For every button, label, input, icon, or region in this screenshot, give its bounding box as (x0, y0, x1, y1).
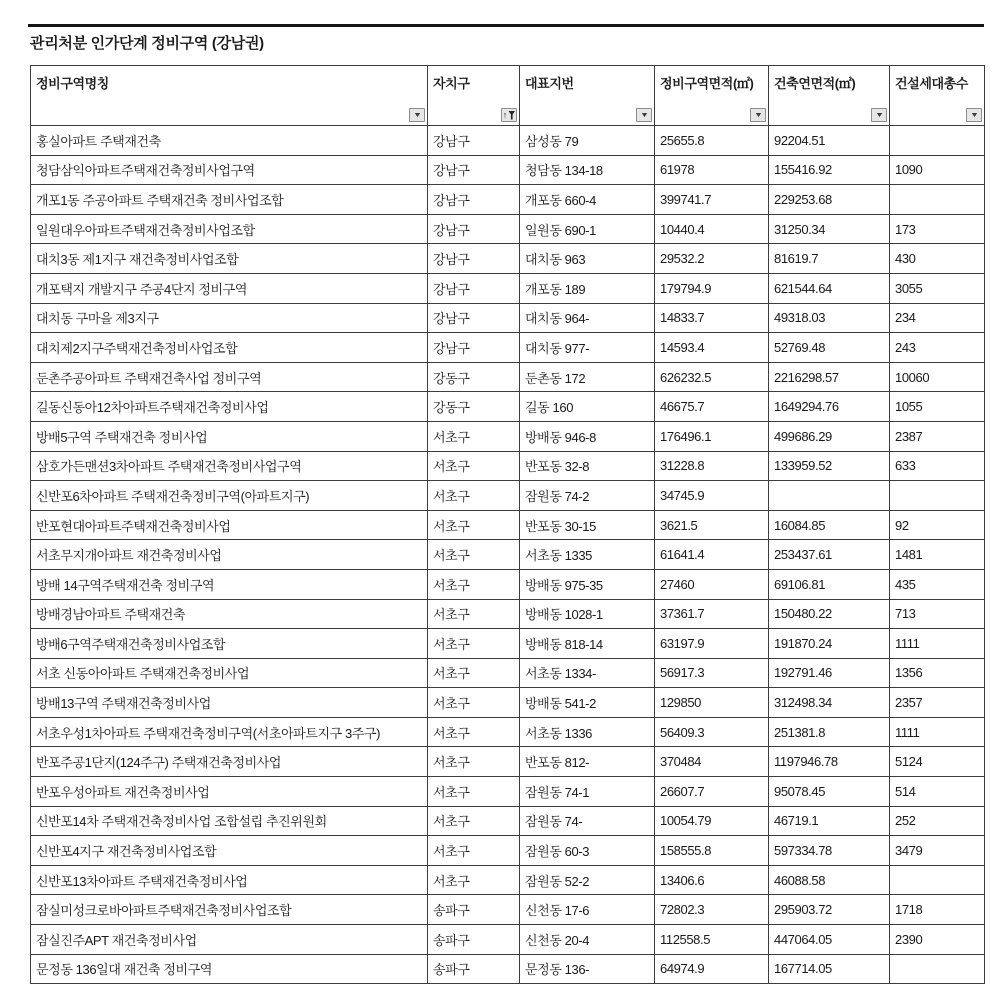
cell-district-name[interactable]: 청담삼익아파트주택재건축정비사업구역 (31, 155, 428, 185)
cell-zone-area[interactable]: 56409.3 (655, 717, 769, 747)
cell-gross-floor-area[interactable]: 312498.34 (769, 688, 890, 718)
cell-lot-number[interactable]: 잠원동 52-2 (520, 865, 655, 895)
cell-zone-area[interactable]: 63197.9 (655, 629, 769, 659)
cell-borough[interactable]: 강남구 (428, 214, 520, 244)
cell-gross-floor-area[interactable]: 499686.29 (769, 421, 890, 451)
table-row (31, 244, 985, 274)
table-row (31, 303, 985, 333)
cell-zone-area[interactable]: 129850 (655, 688, 769, 718)
autofilter-dropdown-button[interactable] (966, 108, 982, 122)
table-row (31, 333, 985, 363)
cell-total-households[interactable] (890, 126, 985, 156)
col-header-label: 대표지번 (525, 76, 574, 91)
cell-district-name[interactable]: 방배경남아파트 주택재건축 (31, 599, 428, 629)
cell-lot-number[interactable]: 대치동 963 (520, 244, 655, 274)
cell-lot-number[interactable]: 삼성동 79 (520, 126, 655, 156)
cell-gross-floor-area[interactable]: 155416.92 (769, 155, 890, 185)
cell-total-households[interactable]: 234 (890, 303, 985, 333)
cell-gross-floor-area[interactable]: 31250.34 (769, 214, 890, 244)
col-header-label: 정비구역명칭 (36, 76, 109, 91)
table-row (31, 126, 985, 156)
table-row (31, 806, 985, 836)
cell-zone-area[interactable]: 31228.8 (655, 451, 769, 481)
cell-district-name[interactable]: 개포택지 개발지구 주공4단지 정비구역 (31, 273, 428, 303)
cell-total-households[interactable] (890, 954, 985, 984)
cell-total-households[interactable]: 633 (890, 451, 985, 481)
cell-lot-number[interactable]: 일원동 690-1 (520, 214, 655, 244)
cell-district-name[interactable]: 신반포14차 주택재건축정비사업 조합설립 추진위원회 (31, 806, 428, 836)
cell-total-households[interactable]: 92 (890, 510, 985, 540)
cell-district-name[interactable]: 신반포13차아파트 주택재건축정비사업 (31, 865, 428, 895)
cell-borough[interactable]: 서초구 (428, 806, 520, 836)
cell-borough[interactable]: 서초구 (428, 688, 520, 718)
cell-borough[interactable]: 서초구 (428, 836, 520, 866)
cell-zone-area[interactable]: 14833.7 (655, 303, 769, 333)
cell-zone-area[interactable]: 179794.9 (655, 273, 769, 303)
cell-total-households[interactable]: 173 (890, 214, 985, 244)
cell-total-households[interactable]: 2357 (890, 688, 985, 718)
cell-borough[interactable]: 서초구 (428, 629, 520, 659)
cell-total-households[interactable]: 5124 (890, 747, 985, 777)
cell-gross-floor-area[interactable]: 191870.24 (769, 629, 890, 659)
cell-total-households[interactable]: 3055 (890, 273, 985, 303)
autofilter-dropdown-button[interactable] (409, 108, 425, 122)
cell-lot-number[interactable]: 서초동 1334- (520, 658, 655, 688)
cell-gross-floor-area[interactable]: 295903.72 (769, 895, 890, 925)
cell-borough[interactable]: 서초구 (428, 599, 520, 629)
table-row (31, 599, 985, 629)
table-row (31, 273, 985, 303)
cell-zone-area[interactable]: 25655.8 (655, 126, 769, 156)
cell-borough[interactable]: 송파구 (428, 925, 520, 955)
cell-gross-floor-area[interactable]: 46719.1 (769, 806, 890, 836)
table-row (31, 895, 985, 925)
cell-borough[interactable]: 서초구 (428, 658, 520, 688)
cell-zone-area[interactable]: 27460 (655, 569, 769, 599)
cell-district-name[interactable]: 대치동 구마을 제3지구 (31, 303, 428, 333)
cell-total-households[interactable]: 430 (890, 244, 985, 274)
cell-district-name[interactable]: 신반포6차아파트 주택재건축정비구역(아파트지구) (31, 481, 428, 511)
cell-lot-number[interactable]: 잠원동 74-2 (520, 481, 655, 511)
cell-borough[interactable]: 서초구 (428, 569, 520, 599)
cell-borough[interactable]: 서초구 (428, 717, 520, 747)
filter-funnel-icon (508, 111, 515, 120)
col-header-label: 건설세대총수 (895, 76, 968, 91)
cell-district-name[interactable]: 신반포4지구 재건축정비사업조합 (31, 836, 428, 866)
cell-district-name[interactable]: 개포1동 주공아파트 주택재건축 정비사업조합 (31, 185, 428, 215)
cell-district-name[interactable]: 삼호가든맨션3차아파트 주택재건축정비사업구역 (31, 451, 428, 481)
cell-total-households[interactable]: 243 (890, 333, 985, 363)
cell-zone-area[interactable]: 29532.2 (655, 244, 769, 274)
cell-district-name[interactable]: 서초 신동아아파트 주택재건축정비사업 (31, 658, 428, 688)
cell-lot-number[interactable]: 문정동 136- (520, 954, 655, 984)
table-row (31, 954, 985, 984)
cell-borough[interactable]: 강남구 (428, 303, 520, 333)
cell-zone-area[interactable]: 626232.5 (655, 362, 769, 392)
cell-zone-area[interactable]: 34745.9 (655, 481, 769, 511)
cell-total-households[interactable]: 2387 (890, 421, 985, 451)
cell-zone-area[interactable]: 10440.4 (655, 214, 769, 244)
cell-total-households[interactable]: 713 (890, 599, 985, 629)
cell-lot-number[interactable]: 서초동 1335 (520, 540, 655, 570)
col-header-district-name (31, 66, 428, 126)
table-row (31, 688, 985, 718)
table-row (31, 481, 985, 511)
col-header-gross-floor-area (769, 66, 890, 126)
cell-lot-number[interactable]: 방배동 818-14 (520, 629, 655, 659)
cell-lot-number[interactable]: 방배동 541-2 (520, 688, 655, 718)
col-header-label: 건축연면적(㎡) (774, 76, 856, 91)
cell-gross-floor-area[interactable]: 16084.85 (769, 510, 890, 540)
cell-lot-number[interactable]: 잠원동 60-3 (520, 836, 655, 866)
col-header-label: 정비구역면적(㎡) (660, 76, 754, 91)
cell-district-name[interactable]: 반포우성아파트 재건축정비사업 (31, 777, 428, 807)
cell-gross-floor-area[interactable]: 81619.7 (769, 244, 890, 274)
cell-gross-floor-area[interactable]: 447064.05 (769, 925, 890, 955)
cell-lot-number[interactable]: 서초동 1336 (520, 717, 655, 747)
cell-lot-number[interactable]: 대치동 977- (520, 333, 655, 363)
cell-gross-floor-area[interactable]: 167714.05 (769, 954, 890, 984)
chevron-down-icon: ▼ (874, 111, 884, 119)
cell-total-households[interactable]: 435 (890, 569, 985, 599)
cell-gross-floor-area[interactable]: 150480.22 (769, 599, 890, 629)
cell-zone-area[interactable]: 158555.8 (655, 836, 769, 866)
table-row (31, 362, 985, 392)
table-row (31, 421, 985, 451)
cell-total-households[interactable]: 1481 (890, 540, 985, 570)
cell-total-households[interactable]: 3479 (890, 836, 985, 866)
cell-total-households[interactable]: 1055 (890, 392, 985, 422)
table-row (31, 214, 985, 244)
cell-district-name[interactable]: 대치제2지구주택재건축정비사업조합 (31, 333, 428, 363)
cell-lot-number[interactable]: 방배동 975-35 (520, 569, 655, 599)
cell-zone-area[interactable]: 13406.6 (655, 865, 769, 895)
cell-lot-number[interactable]: 잠원동 74- (520, 806, 655, 836)
autofilter-sorted-filter-button[interactable] (501, 108, 517, 122)
cell-lot-number[interactable]: 대치동 964- (520, 303, 655, 333)
autofilter-dropdown-button[interactable] (750, 108, 766, 122)
table-row (31, 540, 985, 570)
cell-gross-floor-area[interactable]: 69106.81 (769, 569, 890, 599)
cell-lot-number[interactable]: 방배동 946-8 (520, 421, 655, 451)
title-top-rule (28, 24, 984, 27)
cell-lot-number[interactable]: 반포동 30-15 (520, 510, 655, 540)
cell-gross-floor-area[interactable]: 92204.51 (769, 126, 890, 156)
cell-gross-floor-area[interactable]: 597334.78 (769, 836, 890, 866)
cell-gross-floor-area[interactable]: 46088.58 (769, 865, 890, 895)
chevron-down-icon: ▼ (639, 111, 649, 119)
cell-district-name[interactable]: 잠실미성크로바아파트주택재건축정비사업조합 (31, 895, 428, 925)
cell-lot-number[interactable]: 개포동 189 (520, 273, 655, 303)
cell-zone-area[interactable]: 10054.79 (655, 806, 769, 836)
cell-gross-floor-area[interactable]: 192791.46 (769, 658, 890, 688)
chevron-down-icon: ▼ (412, 111, 422, 119)
cell-district-name[interactable]: 방배 14구역주택재건축 정비구역 (31, 569, 428, 599)
table-body (31, 126, 985, 984)
cell-total-households[interactable]: 1111 (890, 629, 985, 659)
cell-total-households[interactable]: 1090 (890, 155, 985, 185)
cell-district-name[interactable]: 길동신동아12차아파트주택재건축정비사업 (31, 392, 428, 422)
cell-lot-number[interactable]: 신천동 17-6 (520, 895, 655, 925)
cell-borough[interactable]: 강남구 (428, 155, 520, 185)
cell-zone-area[interactable]: 399741.7 (655, 185, 769, 215)
cell-lot-number[interactable]: 청담동 134-18 (520, 155, 655, 185)
cell-gross-floor-area[interactable]: 1197946.78 (769, 747, 890, 777)
cell-gross-floor-area[interactable]: 95078.45 (769, 777, 890, 807)
cell-borough[interactable]: 서초구 (428, 421, 520, 451)
chevron-down-icon: ▼ (969, 111, 979, 119)
cell-borough[interactable]: 강남구 (428, 244, 520, 274)
cell-zone-area[interactable]: 61641.4 (655, 540, 769, 570)
cell-zone-area[interactable]: 370484 (655, 747, 769, 777)
cell-borough[interactable]: 서초구 (428, 481, 520, 511)
cell-gross-floor-area[interactable]: 621544.64 (769, 273, 890, 303)
cell-total-households[interactable]: 10060 (890, 362, 985, 392)
cell-total-households[interactable] (890, 185, 985, 215)
cell-district-name[interactable]: 서초우성1차아파트 주택재건축정비구역(서초아파트지구 3주구) (31, 717, 428, 747)
cell-total-households[interactable]: 2390 (890, 925, 985, 955)
cell-lot-number[interactable]: 길동 160 (520, 392, 655, 422)
cell-lot-number[interactable]: 둔촌동 172 (520, 362, 655, 392)
col-header-total-households (890, 66, 985, 126)
cell-zone-area[interactable]: 176496.1 (655, 421, 769, 451)
cell-gross-floor-area[interactable]: 253437.61 (769, 540, 890, 570)
table-row (31, 155, 985, 185)
table-row (31, 747, 985, 777)
cell-lot-number[interactable]: 반포동 32-8 (520, 451, 655, 481)
cell-lot-number[interactable]: 개포동 660-4 (520, 185, 655, 215)
cell-gross-floor-area[interactable]: 229253.68 (769, 185, 890, 215)
cell-zone-area[interactable]: 56917.3 (655, 658, 769, 688)
cell-district-name[interactable]: 문정동 136일대 재건축 정비구역 (31, 954, 428, 984)
cell-lot-number[interactable]: 반포동 812- (520, 747, 655, 777)
cell-borough[interactable]: 송파구 (428, 895, 520, 925)
cell-gross-floor-area[interactable]: 251381.8 (769, 717, 890, 747)
col-header-zone-area (655, 66, 769, 126)
cell-zone-area[interactable]: 46675.7 (655, 392, 769, 422)
cell-total-households[interactable]: 1356 (890, 658, 985, 688)
cell-gross-floor-area[interactable]: 52769.48 (769, 333, 890, 363)
cell-zone-area[interactable]: 72802.3 (655, 895, 769, 925)
table-row (31, 925, 985, 955)
cell-gross-floor-area[interactable] (769, 481, 890, 511)
cell-borough[interactable]: 강동구 (428, 392, 520, 422)
table-row (31, 629, 985, 659)
rebuild-districts-table (30, 65, 985, 984)
cell-borough[interactable]: 강남구 (428, 185, 520, 215)
cell-borough[interactable]: 서초구 (428, 777, 520, 807)
table-row (31, 510, 985, 540)
table-row (31, 717, 985, 747)
table-row (31, 865, 985, 895)
cell-district-name[interactable]: 반포주공1단지(124주구) 주택재건축정비사업 (31, 747, 428, 777)
cell-gross-floor-area[interactable]: 2216298.57 (769, 362, 890, 392)
cell-borough[interactable]: 강남구 (428, 333, 520, 363)
cell-zone-area[interactable]: 26607.7 (655, 777, 769, 807)
table-header-row (31, 66, 985, 126)
sort-ascending-icon: ↑ (502, 109, 508, 120)
chevron-down-icon: ▼ (753, 111, 763, 119)
table-row (31, 569, 985, 599)
cell-borough[interactable]: 서초구 (428, 747, 520, 777)
cell-gross-floor-area[interactable]: 1649294.76 (769, 392, 890, 422)
cell-district-name[interactable]: 대치3동 제1지구 재건축정비사업조합 (31, 244, 428, 274)
col-header-borough (428, 66, 520, 126)
cell-total-households[interactable]: 252 (890, 806, 985, 836)
autofilter-dropdown-button[interactable] (636, 108, 652, 122)
cell-borough[interactable]: 강남구 (428, 273, 520, 303)
cell-zone-area[interactable]: 37361.7 (655, 599, 769, 629)
col-header-lot-number (520, 66, 655, 126)
cell-borough[interactable]: 송파구 (428, 954, 520, 984)
page-title: 관리처분 인가단계 정비구역 (강남권) (30, 35, 264, 52)
cell-borough[interactable]: 강동구 (428, 362, 520, 392)
table-row (31, 392, 985, 422)
cell-district-name[interactable]: 방배13구역 주택재건축정비사업 (31, 688, 428, 718)
cell-total-households[interactable] (890, 865, 985, 895)
autofilter-dropdown-button[interactable] (871, 108, 887, 122)
cell-zone-area[interactable]: 64974.9 (655, 954, 769, 984)
table-row (31, 185, 985, 215)
cell-district-name[interactable]: 둔촌주공아파트 주택재건축사업 정비구역 (31, 362, 428, 392)
cell-district-name[interactable]: 일원대우아파트주택재건축정비사업조합 (31, 214, 428, 244)
cell-zone-area[interactable]: 112558.5 (655, 925, 769, 955)
cell-borough[interactable]: 강남구 (428, 126, 520, 156)
cell-lot-number[interactable]: 신천동 20-4 (520, 925, 655, 955)
col-header-label: 자치구 (433, 76, 470, 91)
cell-zone-area[interactable]: 61978 (655, 155, 769, 185)
cell-gross-floor-area[interactable]: 133959.52 (769, 451, 890, 481)
cell-lot-number[interactable]: 잠원동 74-1 (520, 777, 655, 807)
cell-district-name[interactable]: 반포현대아파트주택재건축정비사업 (31, 510, 428, 540)
cell-lot-number[interactable]: 방배동 1028-1 (520, 599, 655, 629)
cell-total-households[interactable]: 1111 (890, 717, 985, 747)
cell-district-name[interactable]: 홍실아파트 주택재건축 (31, 126, 428, 156)
cell-borough[interactable]: 서초구 (428, 510, 520, 540)
table-row (31, 658, 985, 688)
table-row (31, 451, 985, 481)
cell-gross-floor-area[interactable]: 49318.03 (769, 303, 890, 333)
cell-total-households[interactable] (890, 481, 985, 511)
cell-district-name[interactable]: 방배5구역 주택재건축 정비사업 (31, 421, 428, 451)
table-row (31, 836, 985, 866)
cell-borough[interactable]: 서초구 (428, 865, 520, 895)
cell-district-name[interactable]: 서초무지개아파트 재건축정비사업 (31, 540, 428, 570)
cell-zone-area[interactable]: 3621.5 (655, 510, 769, 540)
cell-zone-area[interactable]: 14593.4 (655, 333, 769, 363)
cell-total-households[interactable]: 1718 (890, 895, 985, 925)
cell-borough[interactable]: 서초구 (428, 451, 520, 481)
cell-borough[interactable]: 서초구 (428, 540, 520, 570)
cell-district-name[interactable]: 방배6구역주택재건축정비사업조합 (31, 629, 428, 659)
table-row (31, 777, 985, 807)
cell-district-name[interactable]: 잠실진주APT 재건축정비사업 (31, 925, 428, 955)
cell-total-households[interactable]: 514 (890, 777, 985, 807)
